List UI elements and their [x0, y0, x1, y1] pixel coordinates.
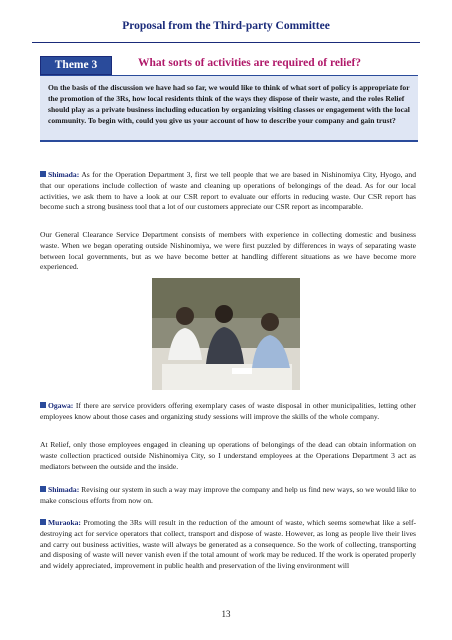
page-number: 13: [221, 609, 231, 619]
speaker-name: Shimada:: [48, 170, 80, 179]
speaker-marker-icon: [40, 486, 46, 492]
speaker-marker-icon: [40, 402, 46, 408]
intro-box: On the basis of the discussion we have had so far, we would like to think of what sort of policy is appropriate for the promotion of the 3Rs, how local residents think of the ways they dispose of their waste, and the roles Relief should play as a private business including education by organizing visiting classes or engagement with the local community. To begin with, could you give us your account of how to describe your company and gain trust?: [40, 76, 418, 142]
speaker-name: Muraoka:: [48, 518, 81, 527]
speaker-name: Ogawa:: [48, 401, 74, 410]
paragraph-text: At Relief, only those employees engaged in cleaning up operations of belongings of the dead can obtain information on waste collection practiced outside Nishinomiya City, so I understand employees at the Operations Department 3 act as mediators between the outside and the inside.: [40, 440, 416, 471]
paragraph-1: [40, 170, 416, 213]
paragraph-text: Revising our system in such a way may improve the company and help us find new ways, so we would like to make conscious efforts from now on.: [40, 485, 416, 505]
paragraph-text: Our General Clearance Service Department consists of members with experience in collecting domestic and business waste. When we began operating outside Nishinomiya, we were first puzzled by differences in ways of separating waste between local governments, but as we have become better at handling different situations as we have become more experienced.: [40, 230, 416, 272]
paragraph-text: As for the Operation Department 3, first we tell people that we are based in Nishinomiya City, Hyogo, and that our operations include collection of waste and cleaning up operations of belongings of the dead. As for our local activities, we ask them to have a look at our CSR report to evaluate our efforts in reducing waste. Our CSR report has become such a strong business tool that a lot of our customers appreciate our CSR report as incomparable.: [40, 170, 416, 212]
paragraph-4: [40, 440, 416, 472]
speaker-marker-icon: [40, 171, 46, 177]
paragraph-6: [40, 518, 416, 572]
page-header-title: Proposal from the Third-party Committee: [122, 20, 330, 32]
header-rule: [32, 42, 420, 43]
theme-badge: Theme 3: [40, 56, 112, 75]
paragraph-text: If there are service providers offering exemplary cases of waste disposal in other municipalities, letting other employees know about those cases and organizing study sessions will improve the skills of the whole company.: [40, 401, 416, 421]
meeting-photo: [152, 278, 300, 390]
paragraph-2: [40, 230, 416, 273]
theme-row: [40, 56, 418, 76]
theme-question: What sorts of activities are required of relief?: [138, 57, 362, 69]
paragraph-3: [40, 401, 416, 423]
paragraph-5: [40, 485, 416, 507]
meeting-photo-image: [152, 278, 300, 390]
speaker-marker-icon: [40, 519, 46, 525]
speaker-name: Shimada:: [48, 485, 80, 494]
paragraph-text: Promoting the 3Rs will result in the reduction of the amount of waste, which seems somewhat like a self-destroying act for service operators that collect, transport and dispose of waste. However, as long as people live their lives and carry out business activities, waste will always be generated as a consequence. So the work of collecting, transporting and disposing of waste will never vanish even if the total amount of work may be reduced. If the work is operated properly and widely appreciated, improvement in public health and preservation of the living environment will: [40, 518, 416, 571]
